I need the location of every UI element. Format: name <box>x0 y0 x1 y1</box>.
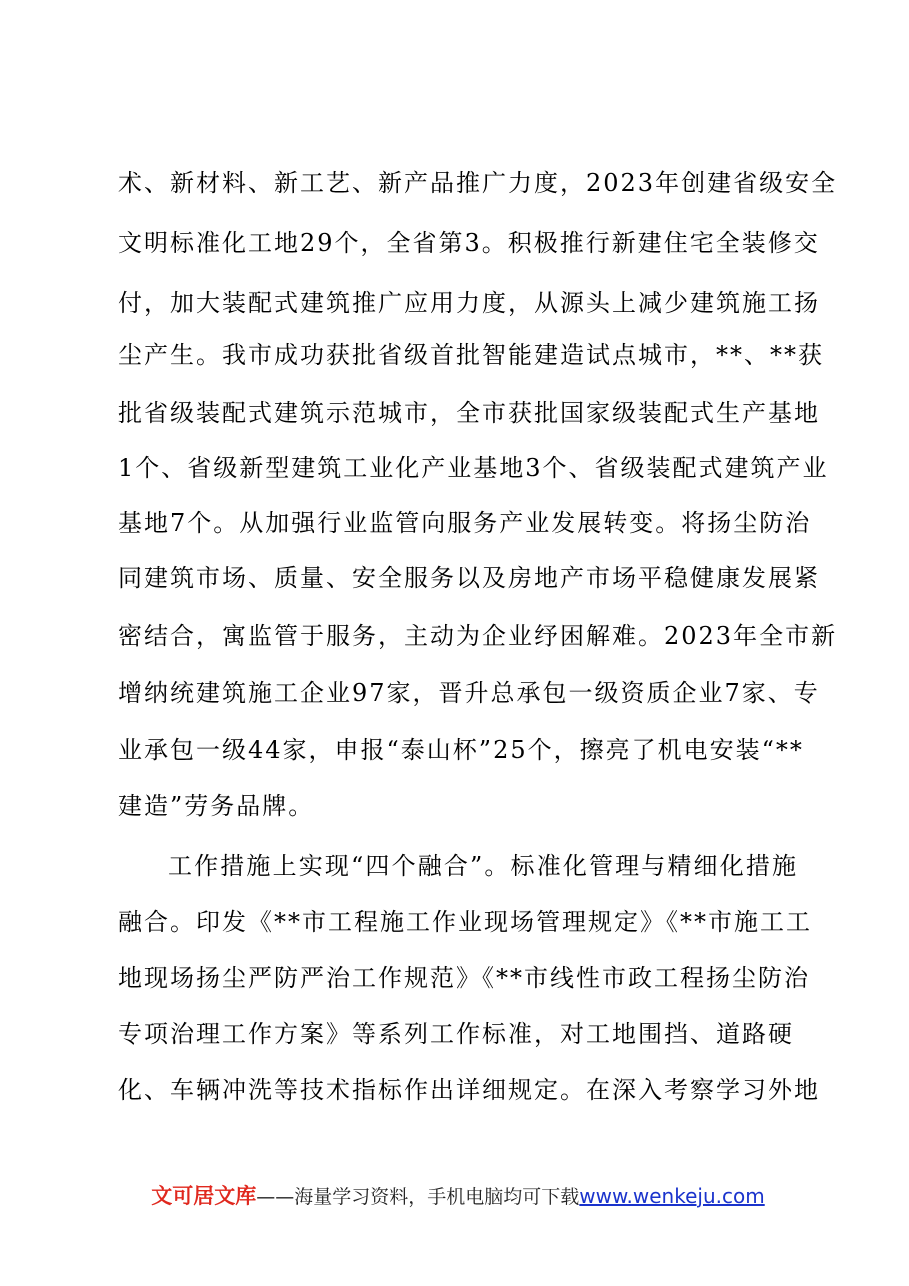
website-link[interactable]: www.wenkeju.com <box>579 1184 765 1208</box>
text-line: 业承包一级44家，申报“泰山杯”25个，擦亮了机电安装“** <box>118 736 804 764</box>
text-line: 密结合，寓监管于服务，主动为企业纾困解难。2023年全市新 <box>118 622 838 650</box>
text-line: 建造”劳务品牌。 <box>118 792 315 820</box>
paragraph-first-line: 工作措施上实现“四个融合”。标准化管理与精细化措施 <box>168 852 798 880</box>
footer-tagline: ——海量学习资料，手机电脑均可下载 <box>256 1186 580 1208</box>
text-line: 尘产生。我市成功获批省级首批智能建造试点城市，**、**获 <box>118 341 824 369</box>
brand-name: 文可居文库 <box>151 1184 257 1208</box>
text-line: 化、车辆冲洗等技术指标作出详细规定。在深入考察学习外地 <box>118 1076 820 1104</box>
text-line: 专项治理工作方案》等系列工作标准，对工地围挡、道路硬 <box>118 1020 794 1048</box>
text-line: 基地7个。从加强行业监管向服务产业发展转变。将扬尘防治 <box>118 509 812 537</box>
text-line: 同建筑市场、质量、安全服务以及房地产市场平稳健康发展紧 <box>118 564 820 592</box>
footer-banner <box>118 1183 798 1210</box>
text-line: 文明标准化工地29个，全省第3。积极推行新建住宅全装修交 <box>118 229 820 257</box>
text-line: 增纳统建筑施工企业97家，晋升总承包一级资质企业7家、专 <box>118 679 820 707</box>
text-line: 术、新材料、新工艺、新产品推广力度，2023年创建省级安全 <box>118 169 838 197</box>
text-line: 1个、省级新型建筑工业化产业基地3个、省级装配式建筑产业 <box>118 454 829 482</box>
text-line: 地现场扬尘严防严治工作规范》《**市线性市政工程扬尘防治 <box>118 964 810 992</box>
text-line: 批省级装配式建筑示范城市，全市获批国家级装配式生产基地 <box>118 399 820 427</box>
text-line: 付，加大装配式建筑推广应用力度，从源头上减少建筑施工扬 <box>118 289 820 317</box>
text-line: 融合。印发《**市工程施工作业现场管理规定》《**市施工工 <box>118 908 812 936</box>
